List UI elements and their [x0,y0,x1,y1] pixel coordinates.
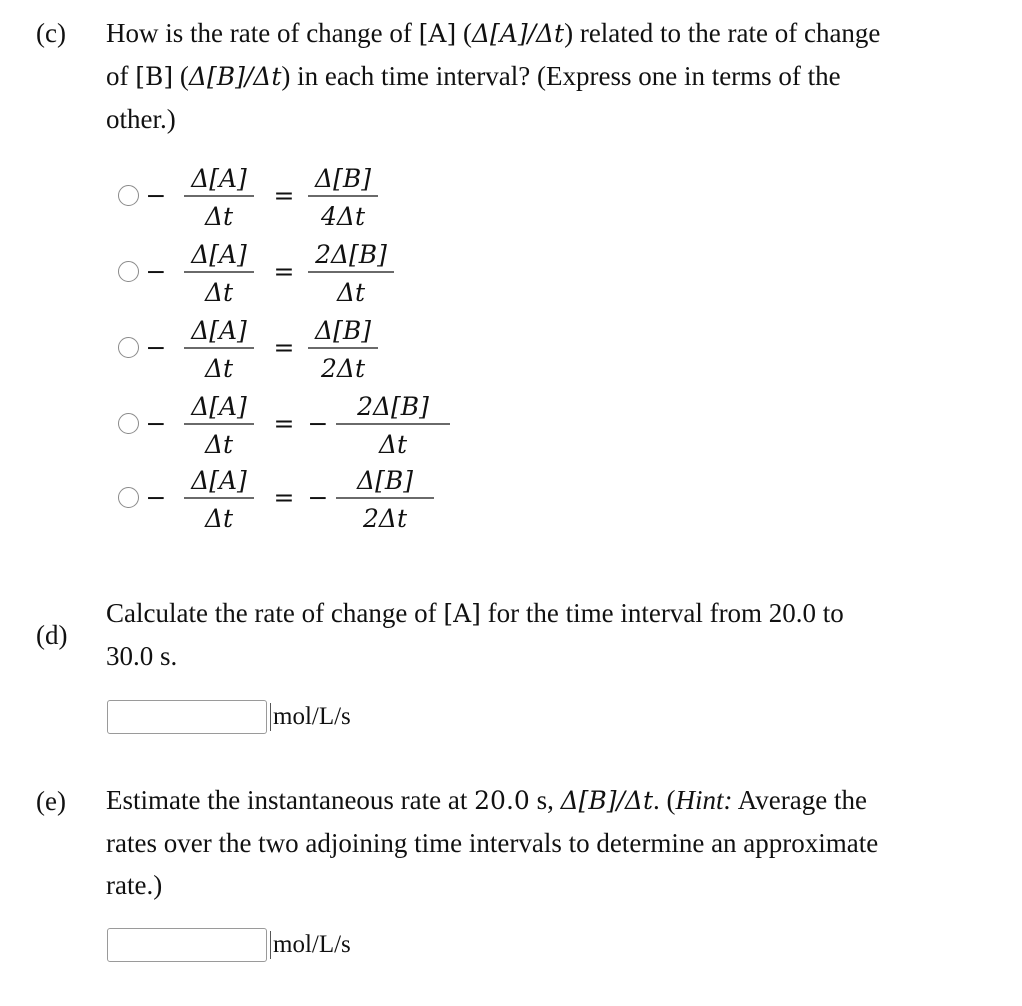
option-1-lhs-sign: − [145,181,167,210]
option-5-rhs-numerator: Δ[B] [357,466,413,495]
option-2-equals: = [273,257,295,286]
option-5-rhs-sign: − [307,483,329,512]
option-3-lhs-denominator: Δt [204,354,234,383]
option-3-lhs-sign: − [145,333,167,362]
part-c-line-2: of [B] (Δ[B]/Δt) in each time interval? (Express one in terms of the [106,61,841,91]
option-5-lhs-numerator: Δ[A] [191,466,247,495]
option-5-equation [145,460,450,536]
option-3-equation [145,310,450,386]
option-3[interactable] [118,310,458,386]
option-1-equals: = [273,181,295,210]
part-d-answer-input[interactable] [107,700,267,734]
part-e-label: (e) [36,786,66,816]
part-d-question [106,592,844,677]
option-1-lhs-numerator: Δ[A] [191,164,247,193]
option-2-radio[interactable] [118,261,139,282]
option-4-rhs-sign: − [307,409,329,438]
option-3-equals: = [273,333,295,362]
option-5-lhs-sign: − [145,483,167,512]
option-3-rhs-numerator: Δ[B] [315,316,371,345]
option-5-equals: = [273,483,295,512]
option-2-lhs-denominator: Δt [204,278,234,307]
part-c-question [106,12,880,140]
option-4-rhs-numerator: 2Δ[B] [357,392,429,421]
option-1-equation [145,158,450,234]
option-4-lhs-numerator: Δ[A] [191,392,247,421]
part-c-line-3: other.) [106,104,176,134]
part-d-line-1: Calculate the rate of change of [A] for the time interval from 20.0 to [106,598,844,628]
option-2-lhs-numerator: Δ[A] [191,240,247,269]
part-c-line-1: How is the rate of change of [A] (Δ[A]/Δt) related to the rate of change [106,18,881,48]
option-2-lhs-sign: − [145,257,167,286]
option-2-rhs-numerator: 2Δ[B] [315,240,387,269]
option-3-lhs-numerator: Δ[A] [191,316,247,345]
option-1-radio[interactable] [118,185,139,206]
option-4[interactable] [118,386,458,462]
option-1-rhs-numerator: Δ[B] [315,164,371,193]
option-5-lhs-denominator: Δt [204,504,234,533]
option-4-lhs-denominator: Δt [204,430,234,459]
option-2-equation [145,234,450,310]
option-1-rhs-denominator: 4Δt [320,202,366,231]
part-d-line-2: 30.0 s. [106,641,178,671]
option-2[interactable] [118,234,458,310]
option-1-lhs-denominator: Δt [204,202,234,231]
option-4-radio[interactable] [118,413,139,434]
option-5[interactable] [118,460,458,536]
option-5-radio[interactable] [118,487,139,508]
option-3-rhs-denominator: 2Δt [320,354,366,383]
option-1[interactable] [118,158,458,234]
option-4-rhs-denominator: Δt [378,430,408,459]
part-e-line-2: rates over the two adjoining time intervals to determine an approximate [106,828,879,858]
option-2-rhs-denominator: Δt [336,278,366,307]
part-d-label: (d) [36,620,68,650]
part-e-answer-input[interactable] [107,928,267,962]
part-e-question [106,779,878,906]
part-e-line-1: Estimate the instantaneous rate at 20.0 s, Δ[B]/Δt. (Hint: Average the [106,785,867,815]
option-4-equals: = [273,409,295,438]
part-c-label: (c) [36,18,66,48]
option-3-radio[interactable] [118,337,139,358]
part-d-unit: mol/L/s [270,703,351,731]
option-4-equation [145,386,450,462]
part-e-line-3: rate.) [106,870,163,900]
option-4-lhs-sign: − [145,409,167,438]
part-e-unit: mol/L/s [270,931,351,959]
option-5-rhs-denominator: 2Δt [362,504,408,533]
